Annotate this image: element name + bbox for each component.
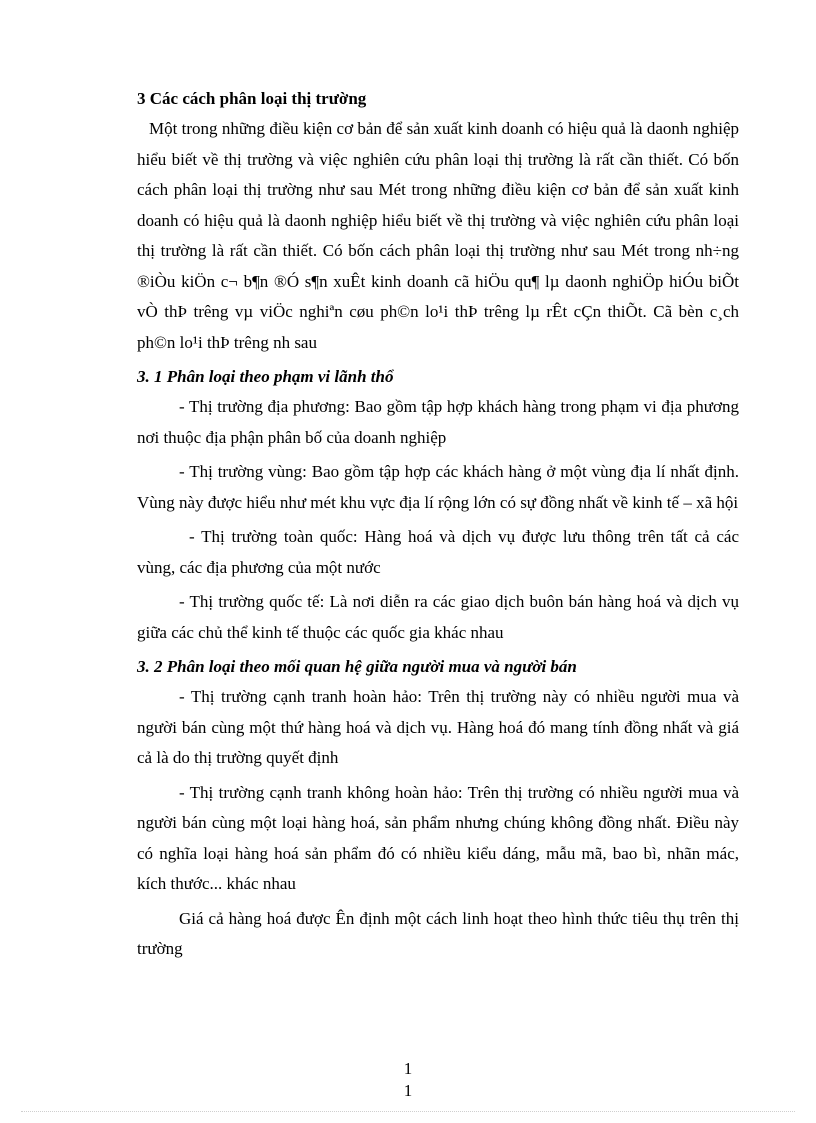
page-number-top: 1 [403,1059,413,1078]
list-item-national-market: - Thị trường toàn quốc: Hàng hoá và dịch vụ được lưu thông trên tất cả các vùng, các địa phương của một nước [137,527,739,577]
list-item-perfect-competition: - Thị trường cạnh tranh hoàn hảo: Trên thị trường này có nhiều người mua và người bán cùng một thứ hàng hoá và dịch vụ. Hàng hoá đó mang tính đồng nhất và giá cả là do thị trường quyết định [137,687,739,767]
price-paragraph: Giá cả hàng hoá được Ên định một cách linh hoạt theo hình thức tiêu thụ trên thị trường [137,908,739,958]
page-number-bottom: 1 [403,1081,413,1100]
footer-divider [21,1111,795,1112]
list-item-international-market: - Thị trường quốc tế: Là nơi diễn ra các giao dịch buôn bán hàng hoá và dịch vụ giữa các chủ thể kinh tế thuộc các quốc gia khác nhau [137,592,739,642]
list-item-imperfect-competition: - Thị trường cạnh tranh không hoàn hảo: Trên thị trường có nhiều người mua và người bán cùng một loại hàng hoá, sản phẩm nhưng chúng không đồng nhất. Điều này có nghĩa loại hàng hoá sản phẩm đó có nhiều kiểu dáng, mẫu mã, bao bì, nhãn mác, kích thước... khác nhau [137,782,739,893]
list-item-regional-market: - Thị trường vùng: Bao gồm tập hợp các khách hàng ở một vùng địa lí nhất định. Vùng này được hiểu như mét khu vực địa lí rộng lớn có sự đồng nhất về kinh tế – xã hội [137,462,739,512]
document-page [137,84,739,969]
list-item-local-market: - Thị trường địa phương: Bao gồm tập hợp khách hàng trong phạm vi địa phương nơi thuộc địa phận phân bố của doanh nghiệp [137,397,739,447]
subsection-title-1: 3. 1 Phân loại theo phạm vi lãnh thổ [137,367,394,386]
section-heading: 3 Các cách phân loại thị trường [137,89,367,108]
subsection-title-2: 3. 2 Phân loại theo mối quan hệ giữa người mua và người bán [137,657,577,676]
intro-paragraph: Một trong những điều kiện cơ bản để sản xuất kinh doanh có hiệu quả là daonh nghiệp hiểu biết về thị trường và việc nghiên cứu phân loại thị trường là rất cần thiết. Có bốn cách phân loại thị trường như sau Mét trong những điều kiện cơ bản để sản xuất kinh doanh có hiệu quả là daonh nghiệp hiểu biết về thị trường và việc nghiên cứu phân loại thị trường là rất cần thiết. Có bốn cách phân loại thị trường như sau Mét trong nh÷ng ®iÒu kiÖn c¬ b¶n ®Ó s¶n xuÊt kinh doanh cã hiÖu qu¶ lµ daonh nghiÖp hiÓu biÕt vÒ thÞ trêng vµ viÖc nghiªn cøu ph©n lo¹i thÞ trêng lµ rÊt cÇn thiÕt. Cã bèn c¸ch ph©n lo¹i thÞ trêng nh sau [137,119,739,352]
